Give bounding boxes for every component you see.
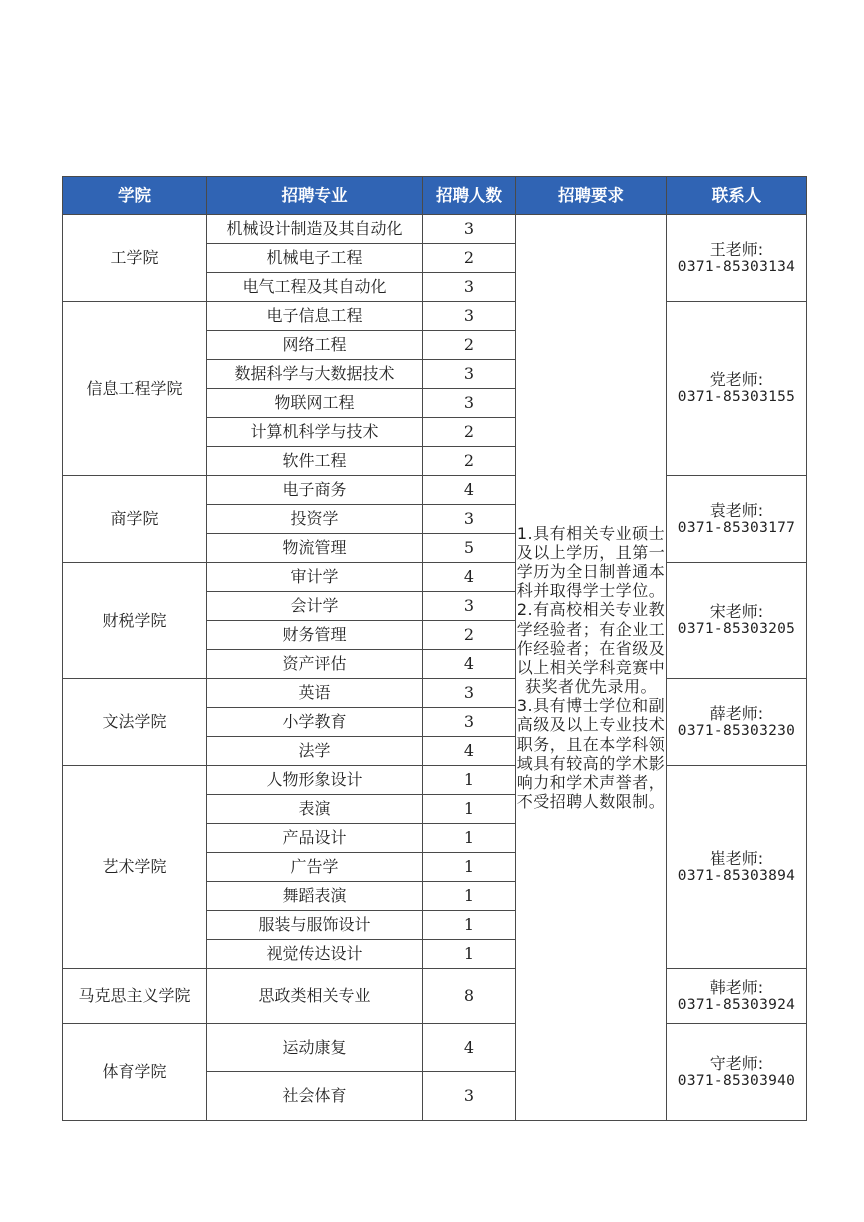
contact-cell bbox=[667, 679, 807, 766]
recruit-count: 3 bbox=[423, 302, 516, 331]
major-name: 社会体育 bbox=[207, 1072, 423, 1121]
table-row bbox=[63, 969, 807, 1024]
major-name: 物联网工程 bbox=[207, 389, 423, 418]
recruit-count: 4 bbox=[423, 650, 516, 679]
major-name: 财务管理 bbox=[207, 621, 423, 650]
major-name: 服装与服饰设计 bbox=[207, 911, 423, 940]
recruitment-table bbox=[62, 176, 807, 1121]
major-name: 舞蹈表演 bbox=[207, 882, 423, 911]
contact-cell bbox=[667, 766, 807, 969]
recruit-count: 1 bbox=[423, 824, 516, 853]
recruit-count: 3 bbox=[423, 360, 516, 389]
table-row bbox=[63, 302, 807, 331]
recruit-count: 5 bbox=[423, 534, 516, 563]
college-name: 文法学院 bbox=[63, 679, 207, 766]
college-name: 马克思主义学院 bbox=[63, 969, 207, 1024]
major-name: 数据科学与大数据技术 bbox=[207, 360, 423, 389]
major-name: 电子商务 bbox=[207, 476, 423, 505]
requirement-item: 2.有高校相关专业教学经验者；有企业工作经验者；在省级及以上相关学科竞赛中获奖者优先录用。 bbox=[516, 600, 666, 697]
table-row bbox=[63, 215, 807, 244]
major-name: 电子信息工程 bbox=[207, 302, 423, 331]
contact-phone: 0371-85303894 bbox=[677, 867, 796, 884]
contact-cell bbox=[667, 215, 807, 302]
header-contact: 联系人 bbox=[667, 177, 807, 215]
contact-name: 袁老师: bbox=[709, 500, 764, 520]
major-name: 资产评估 bbox=[207, 650, 423, 679]
contact-name: 宋老师: bbox=[709, 602, 764, 622]
major-name: 审计学 bbox=[207, 563, 423, 592]
contact-name: 守老师: bbox=[709, 1053, 764, 1073]
header-major: 招聘专业 bbox=[207, 177, 423, 215]
college-name: 工学院 bbox=[63, 215, 207, 302]
recruit-count: 3 bbox=[423, 592, 516, 621]
major-name: 软件工程 bbox=[207, 447, 423, 476]
recruit-count: 2 bbox=[423, 447, 516, 476]
recruit-count: 2 bbox=[423, 244, 516, 273]
major-name: 表演 bbox=[207, 795, 423, 824]
contact-cell bbox=[667, 563, 807, 679]
college-name: 信息工程学院 bbox=[63, 302, 207, 476]
recruit-count: 3 bbox=[423, 389, 516, 418]
contact-cell bbox=[667, 476, 807, 563]
recruit-count: 8 bbox=[423, 969, 516, 1024]
major-name: 会计学 bbox=[207, 592, 423, 621]
table-row bbox=[63, 766, 807, 795]
recruit-count: 3 bbox=[423, 679, 516, 708]
recruit-count: 2 bbox=[423, 418, 516, 447]
major-name: 运动康复 bbox=[207, 1024, 423, 1072]
college-name: 财税学院 bbox=[63, 563, 207, 679]
major-name: 计算机科学与技术 bbox=[207, 418, 423, 447]
contact-name: 薛老师: bbox=[709, 703, 764, 723]
table-row bbox=[63, 1024, 807, 1072]
requirement-item: 1.具有相关专业硕士及以上学历，且第一学历为全日制普通本科并取得学士学位。 bbox=[516, 523, 666, 601]
contact-phone: 0371-85303230 bbox=[677, 722, 796, 739]
major-name: 英语 bbox=[207, 679, 423, 708]
major-name: 机械设计制造及其自动化 bbox=[207, 215, 423, 244]
contact-name: 韩老师: bbox=[709, 977, 764, 997]
table-row bbox=[63, 476, 807, 505]
college-name: 艺术学院 bbox=[63, 766, 207, 969]
major-name: 网络工程 bbox=[207, 331, 423, 360]
recruit-count: 3 bbox=[423, 505, 516, 534]
header-row bbox=[63, 177, 807, 215]
contact-phone: 0371-85303134 bbox=[677, 258, 796, 275]
contact-name: 崔老师: bbox=[709, 848, 764, 868]
header-college: 学院 bbox=[63, 177, 207, 215]
recruit-count: 1 bbox=[423, 853, 516, 882]
recruit-count: 3 bbox=[423, 1072, 516, 1121]
recruit-count: 1 bbox=[423, 795, 516, 824]
recruit-count: 1 bbox=[423, 911, 516, 940]
recruit-count: 4 bbox=[423, 737, 516, 766]
recruit-count: 1 bbox=[423, 940, 516, 969]
contact-phone: 0371-85303924 bbox=[677, 996, 796, 1013]
major-name: 视觉传达设计 bbox=[207, 940, 423, 969]
recruit-count: 2 bbox=[423, 621, 516, 650]
contact-phone: 0371-85303155 bbox=[677, 389, 796, 406]
recruit-count: 2 bbox=[423, 331, 516, 360]
recruit-count: 4 bbox=[423, 563, 516, 592]
table-row bbox=[63, 563, 807, 592]
contact-cell bbox=[667, 969, 807, 1024]
table-row bbox=[63, 679, 807, 708]
major-name: 广告学 bbox=[207, 853, 423, 882]
header-count: 招聘人数 bbox=[423, 177, 516, 215]
contact-cell bbox=[667, 1024, 807, 1121]
major-name: 物流管理 bbox=[207, 534, 423, 563]
major-name: 法学 bbox=[207, 737, 423, 766]
contact-phone: 0371-85303177 bbox=[677, 519, 796, 536]
requirement-item: 3.具有博士学位和副高级及以上专业技术职务，且在本学科领域具有较高的学术影响力和学术声誉者，不受招聘人数限制。 bbox=[516, 696, 666, 812]
contact-cell bbox=[667, 302, 807, 476]
major-name: 小学教育 bbox=[207, 708, 423, 737]
recruit-count: 1 bbox=[423, 882, 516, 911]
recruit-count: 3 bbox=[423, 215, 516, 244]
contact-phone: 0371-85303205 bbox=[677, 621, 796, 638]
major-name: 思政类相关专业 bbox=[207, 969, 423, 1024]
major-name: 投资学 bbox=[207, 505, 423, 534]
college-name: 商学院 bbox=[63, 476, 207, 563]
recruit-count: 3 bbox=[423, 273, 516, 302]
major-name: 机械电子工程 bbox=[207, 244, 423, 273]
contact-name: 党老师: bbox=[709, 370, 764, 390]
recruit-count: 4 bbox=[423, 476, 516, 505]
header-requirements: 招聘要求 bbox=[516, 177, 667, 215]
recruit-count: 1 bbox=[423, 766, 516, 795]
recruit-count: 4 bbox=[423, 1024, 516, 1072]
requirements-cell bbox=[516, 215, 667, 1121]
major-name: 产品设计 bbox=[207, 824, 423, 853]
major-name: 电气工程及其自动化 bbox=[207, 273, 423, 302]
contact-phone: 0371-85303940 bbox=[677, 1072, 796, 1089]
recruit-count: 3 bbox=[423, 708, 516, 737]
table-body bbox=[63, 215, 807, 1121]
college-name: 体育学院 bbox=[63, 1024, 207, 1121]
contact-name: 王老师: bbox=[709, 239, 764, 259]
major-name: 人物形象设计 bbox=[207, 766, 423, 795]
